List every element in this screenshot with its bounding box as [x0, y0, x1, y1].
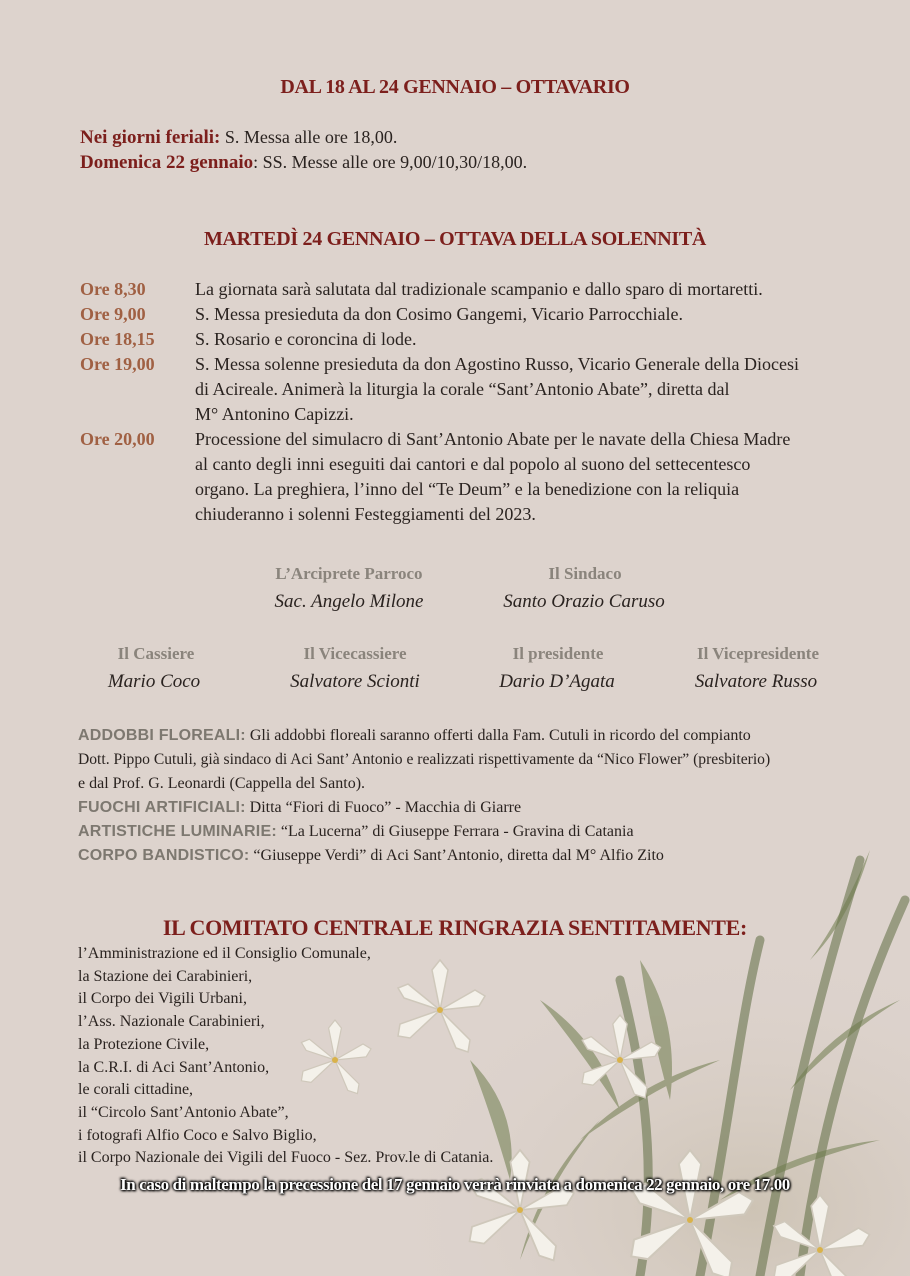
thanks-title: IL COMITATO CENTRALE RINGRAZIA SENTITAMENTE:: [162, 915, 748, 940]
thanks-item: l’Amministrazione ed il Consiglio Comunale,: [78, 945, 371, 962]
signature-role: Il Sindaco: [548, 564, 622, 583]
schedule-time: Ore 9,00: [80, 304, 146, 324]
schedule-time: Ore 20,00: [80, 429, 155, 449]
signature-role: Il Vicepresidente: [697, 644, 819, 663]
schedule-description: Processione del simulacro di Sant’Antonio Abate per le navate della Chiesa Madre al canto degli inni eseguiti dai cantori e dal popolo al suono del settecentesco organo. La preghiera, l’inno del “Te Deum” e la benedizione con la reliquia chiuderanno i solenni Festeggiamenti del 2023.: [195, 429, 791, 524]
ottava-title: MARTEDÌ 24 GENNAIO – OTTAVA DELLA SOLENNITÀ: [203, 228, 707, 250]
signature-name: Dario D’Agata: [499, 671, 615, 692]
sunday-label: Domenica 22 gennaio: [80, 152, 254, 173]
thanks-item: l’Ass. Nazionale Carabinieri,: [78, 1013, 265, 1031]
schedule-time: Ore 19,00: [80, 354, 155, 374]
credit-banda: CORPO BANDISTICO: “Giuseppe Verdi” di Aci Sant’Antonio, diretta dal M° Alfio Zito: [78, 847, 664, 864]
schedule-time: Ore 18,15: [80, 329, 155, 349]
signature-role: Il Cassiere: [117, 644, 195, 663]
schedule-description: La giornata sarà salutata dal tradizionale scampanio e dallo sparo di mortaretti.: [195, 279, 763, 299]
credits-block: [78, 724, 838, 868]
signature-role: L’Arciprete Parroco: [275, 564, 423, 583]
thanks-item: la Protezione Civile,: [78, 1035, 210, 1053]
weekday-label: Nei giorni feriali:: [80, 127, 221, 148]
credit-addobbi-line: Dott. Pippo Cutuli, già sindaco di Aci Sant’ Antonio e realizzati rispettivamente da “Nico Flower” (presbiterio): [78, 751, 771, 768]
signature-name: Mario Coco: [107, 671, 201, 692]
credit-fuochi: FUOCHI ARTIFICIALI: Ditta “Fiori di Fuoco” - Macchia di Giarre: [78, 799, 522, 816]
sunday-text: : SS. Messe alle ore 9,00/10,30/18,00.: [253, 152, 528, 172]
credit-addobbi-line: e dal Prof. G. Leonardi (Cappella del Santo).: [78, 775, 366, 792]
thanks-item: il Corpo dei Vigili Urbani,: [78, 990, 247, 1008]
signature-name: Sac. Angelo Milone: [274, 591, 424, 612]
ottavario-title: DAL 18 AL 24 GENNAIO – OTTAVARIO: [280, 76, 630, 98]
signature-name: Santo Orazio Caruso: [503, 591, 665, 612]
signature-name: Salvatore Scionti: [290, 671, 420, 692]
thanks-item: il Corpo Nazionale dei Vigili del Fuoco - Sez. Prov.le di Catania.: [78, 1149, 494, 1167]
signature-role: Il presidente: [512, 644, 604, 663]
weekday-text: S. Messa alle ore 18,00.: [220, 127, 398, 147]
signature-role: Il Vicecassiere: [303, 644, 407, 663]
thanks-item: la C.R.I. di Aci Sant’Antonio,: [78, 1058, 270, 1076]
thanks-item: il “Circolo Sant’Antonio Abate”,: [78, 1103, 289, 1121]
weekday-masses-line: [80, 127, 397, 149]
bad-weather-notice: In caso di maltempo la precessione del 17 gennaio verrà rinviata a domenica 22 gennaio, ore 17.00: [120, 1175, 790, 1194]
schedule-description: S. Messa presieduta da don Cosimo Gangemi, Vicario Parrocchiale.: [195, 304, 683, 324]
schedule-description: S. Rosario e coroncina di lode.: [195, 329, 417, 349]
thanks-item: le corali cittadine,: [78, 1081, 194, 1099]
thanks-item: la Stazione dei Carabinieri,: [78, 967, 253, 985]
signature-name: Salvatore Russo: [694, 671, 818, 692]
thanks-list: [78, 943, 493, 1170]
thanks-item: i fotografi Alfio Coco e Salvo Biglio,: [78, 1126, 317, 1144]
schedule-time: Ore 8,30: [80, 279, 146, 299]
credit-luminarie: ARTISTICHE LUMINARIE: “La Lucerna” di Giuseppe Ferrara - Gravina di Catania: [78, 823, 634, 840]
credit-addobbi: ADDOBBI FLOREALI: Gli addobbi floreali saranno offerti dalla Fam. Cutuli in ricordo del compianto: [78, 727, 751, 744]
schedule-description: S. Messa solenne presieduta da don Agostino Russo, Vicario Generale della Diocesi di Acireale. Animerà la liturgia la corale “Sant’Antonio Abate”, diretta dal M° Antonino Capizzi.: [195, 354, 799, 424]
sunday-masses-line: [80, 152, 527, 174]
